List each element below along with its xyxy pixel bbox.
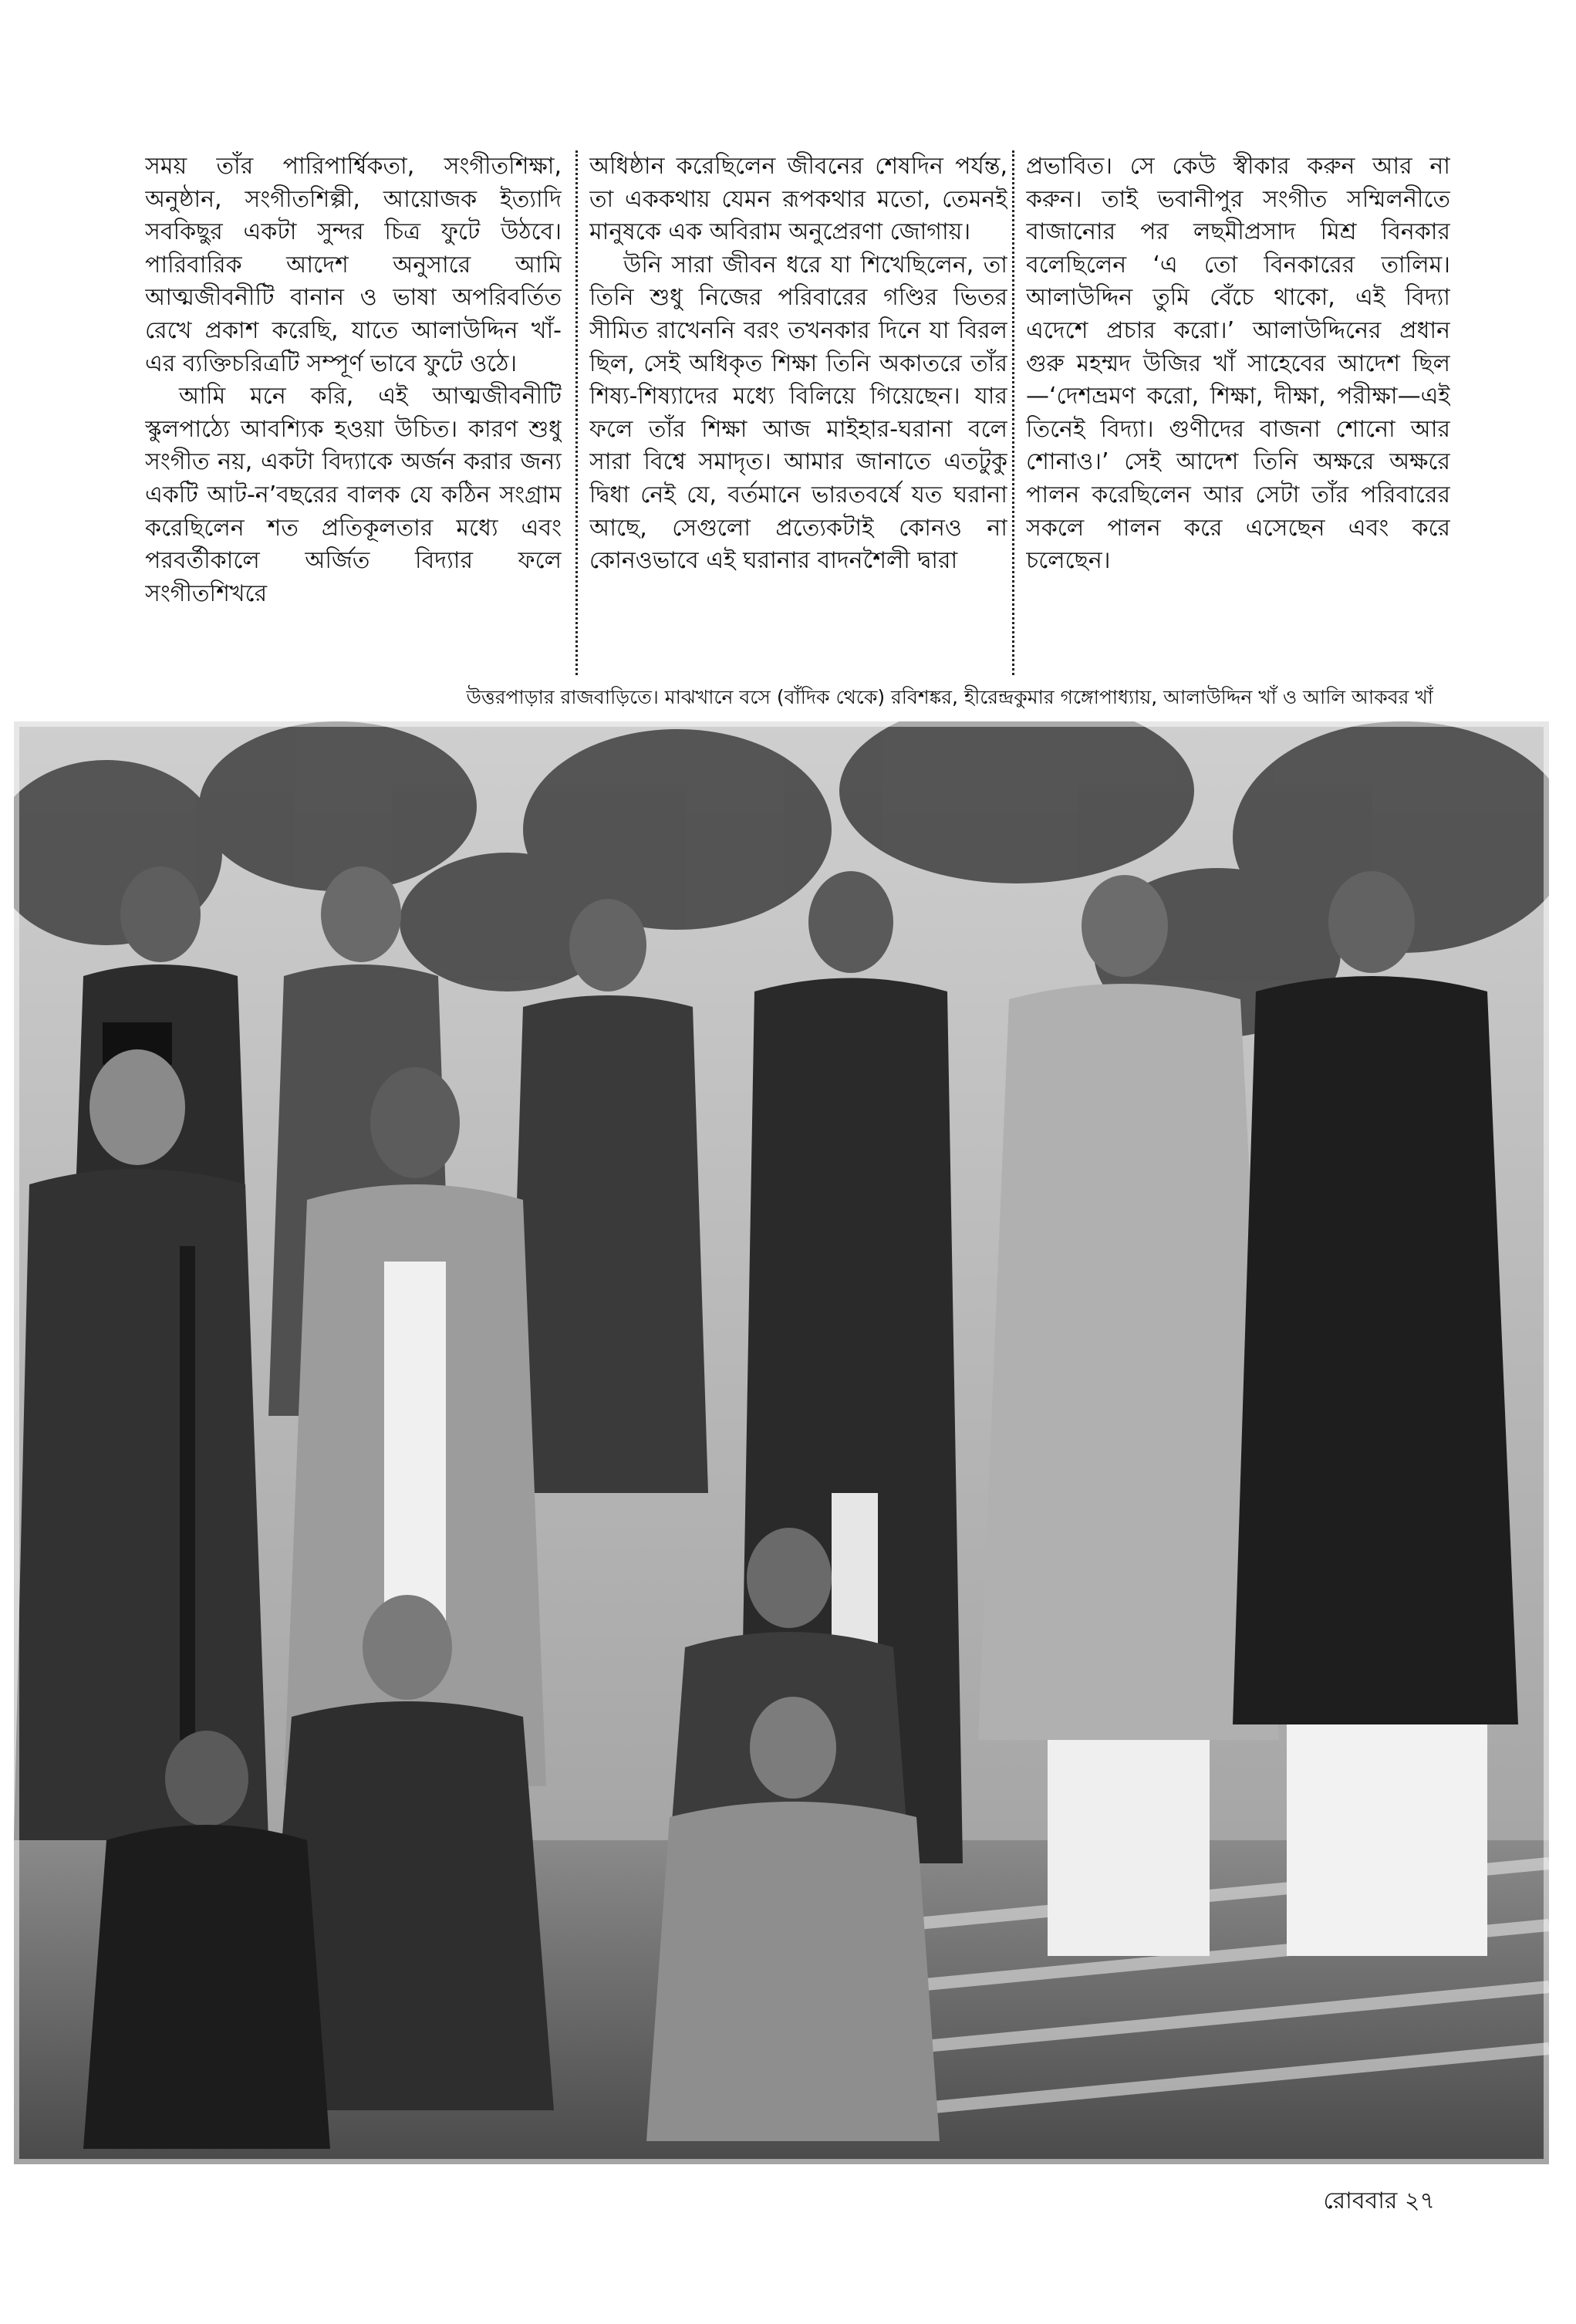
photo-caption: উত্তরপাড়ার রাজবাড়িতে। মাঝখানে বসে (বাঁদিক থেকে) রবিশঙ্কর, হীরেন্দ্রকুমার গঙ্গোপাধ্যায়, আলাউদ্দিন খাঁ ও আলি আকবর খাঁ <box>466 686 1433 708</box>
page-folio: রোববার ২৭ <box>1323 2187 1435 2214</box>
paragraph: উনি সারা জীবন ধরে যা শিখেছিলেন, তা তিনি শুধু নিজের পরিবারের গণ্ডির ভিতর সীমিত রাখেননি বরং তখনকার দিনে যা বিরল ছিল, সেই অধিকৃত শিক্ষা তিনি অকাতরে তাঁর শিষ্য-শিষ্যাদের মধ্যে বিলিয়ে গিয়েছেন। যার ফলে তাঁর শিক্ষা আজ মাইহার-ঘরানা বলে সারা বিশ্বে সমাদৃত। আমার জানাতে এতটুকু দ্বিধা নেই যে, বর্তমানে ভারতবর্ষে যত ঘরানা আছে, সেগুলো প্রত্যেকটাই কোনও না কোনওভাবে এই ঘরানার বাদনশৈলী দ্বারা <box>589 251 1007 575</box>
column-divider <box>1012 150 1014 675</box>
paragraph: সময় তাঁর পারিপার্শ্বিকতা, সংগীতশিক্ষা, অনুষ্ঠান, সংগীতশিল্পী, আয়োজক ইত্যাদি সবকিছুর একটা সুন্দর চিত্র ফুটে উঠবে। পারিবারিক আদেশ অনুসারে আমি আত্মজীবনীটি বানান ও ভাষা অপরিবর্তিত রেখে প্রকাশ করেছি, যাতে আলাউদ্দিন খাঁ-এর ব্যক্তিচরিত্রটি সম্পূর্ণ ভাবে ফুটে ওঠে। <box>145 153 562 377</box>
paragraph: অধিষ্ঠান করেছিলেন জীবনের শেষদিন পর্যন্ত, তা এককথায় যেমন রূপকথার মতো, তেমনই মানুষকে এক অবিরাম অনুপ্রেরণা জোগায়। <box>589 153 1007 246</box>
text-column-3 <box>1026 150 1450 675</box>
text-column-1 <box>145 150 562 675</box>
column-divider <box>575 150 578 675</box>
paragraph: প্রভাবিত। সে কেউ স্বীকার করুন আর না করুন। তাই ভবানীপুর সংগীত সম্মিলনীতে বাজানোর পর লছমীপ্রসাদ মিশ্র বিনকার বলেছিলেন ‘এ তো বিনকারের তালিম। আলাউদ্দিন তুমি বেঁচে থাকো, এই বিদ্যা এদেশে প্রচার করো।’ আলাউদ্দিনের প্রধান গুরু মহম্মদ উজির খাঁ সাহেবের আদেশ ছিল—‘দেশভ্রমণ করো, শিক্ষা, দীক্ষা, পরীক্ষা—এই তিনেই বিদ্যা। গুণীদের বাজনা শোনো আর শোনাও।’ সেই আদেশ তিনি অক্ষরে অক্ষরে পালন করেছিলেন আর সেটা তাঁর পরিবারের সকলে পালন করে এসেছেন এবং করে চলেছেন। <box>1026 153 1450 575</box>
text-column-2 <box>589 150 1007 675</box>
group-photograph <box>14 721 1549 2164</box>
photo-illustration <box>14 721 1549 2164</box>
paragraph: আমি মনে করি, এই আত্মজীবনীটি স্কুলপাঠ্যে আবশ্যিক হওয়া উচিত। কারণ শুধু সংগীত নয়, একটা বিদ্যাকে অর্জন করার জন্য একটি আট-ন’বছরের বালক যে কঠিন সংগ্রাম করেছিলেন শত প্রতিকূলতার মধ্যে এবং পরবর্তীকালে অর্জিত বিদ্যার ফলে সংগীতশিখরে <box>145 383 562 607</box>
